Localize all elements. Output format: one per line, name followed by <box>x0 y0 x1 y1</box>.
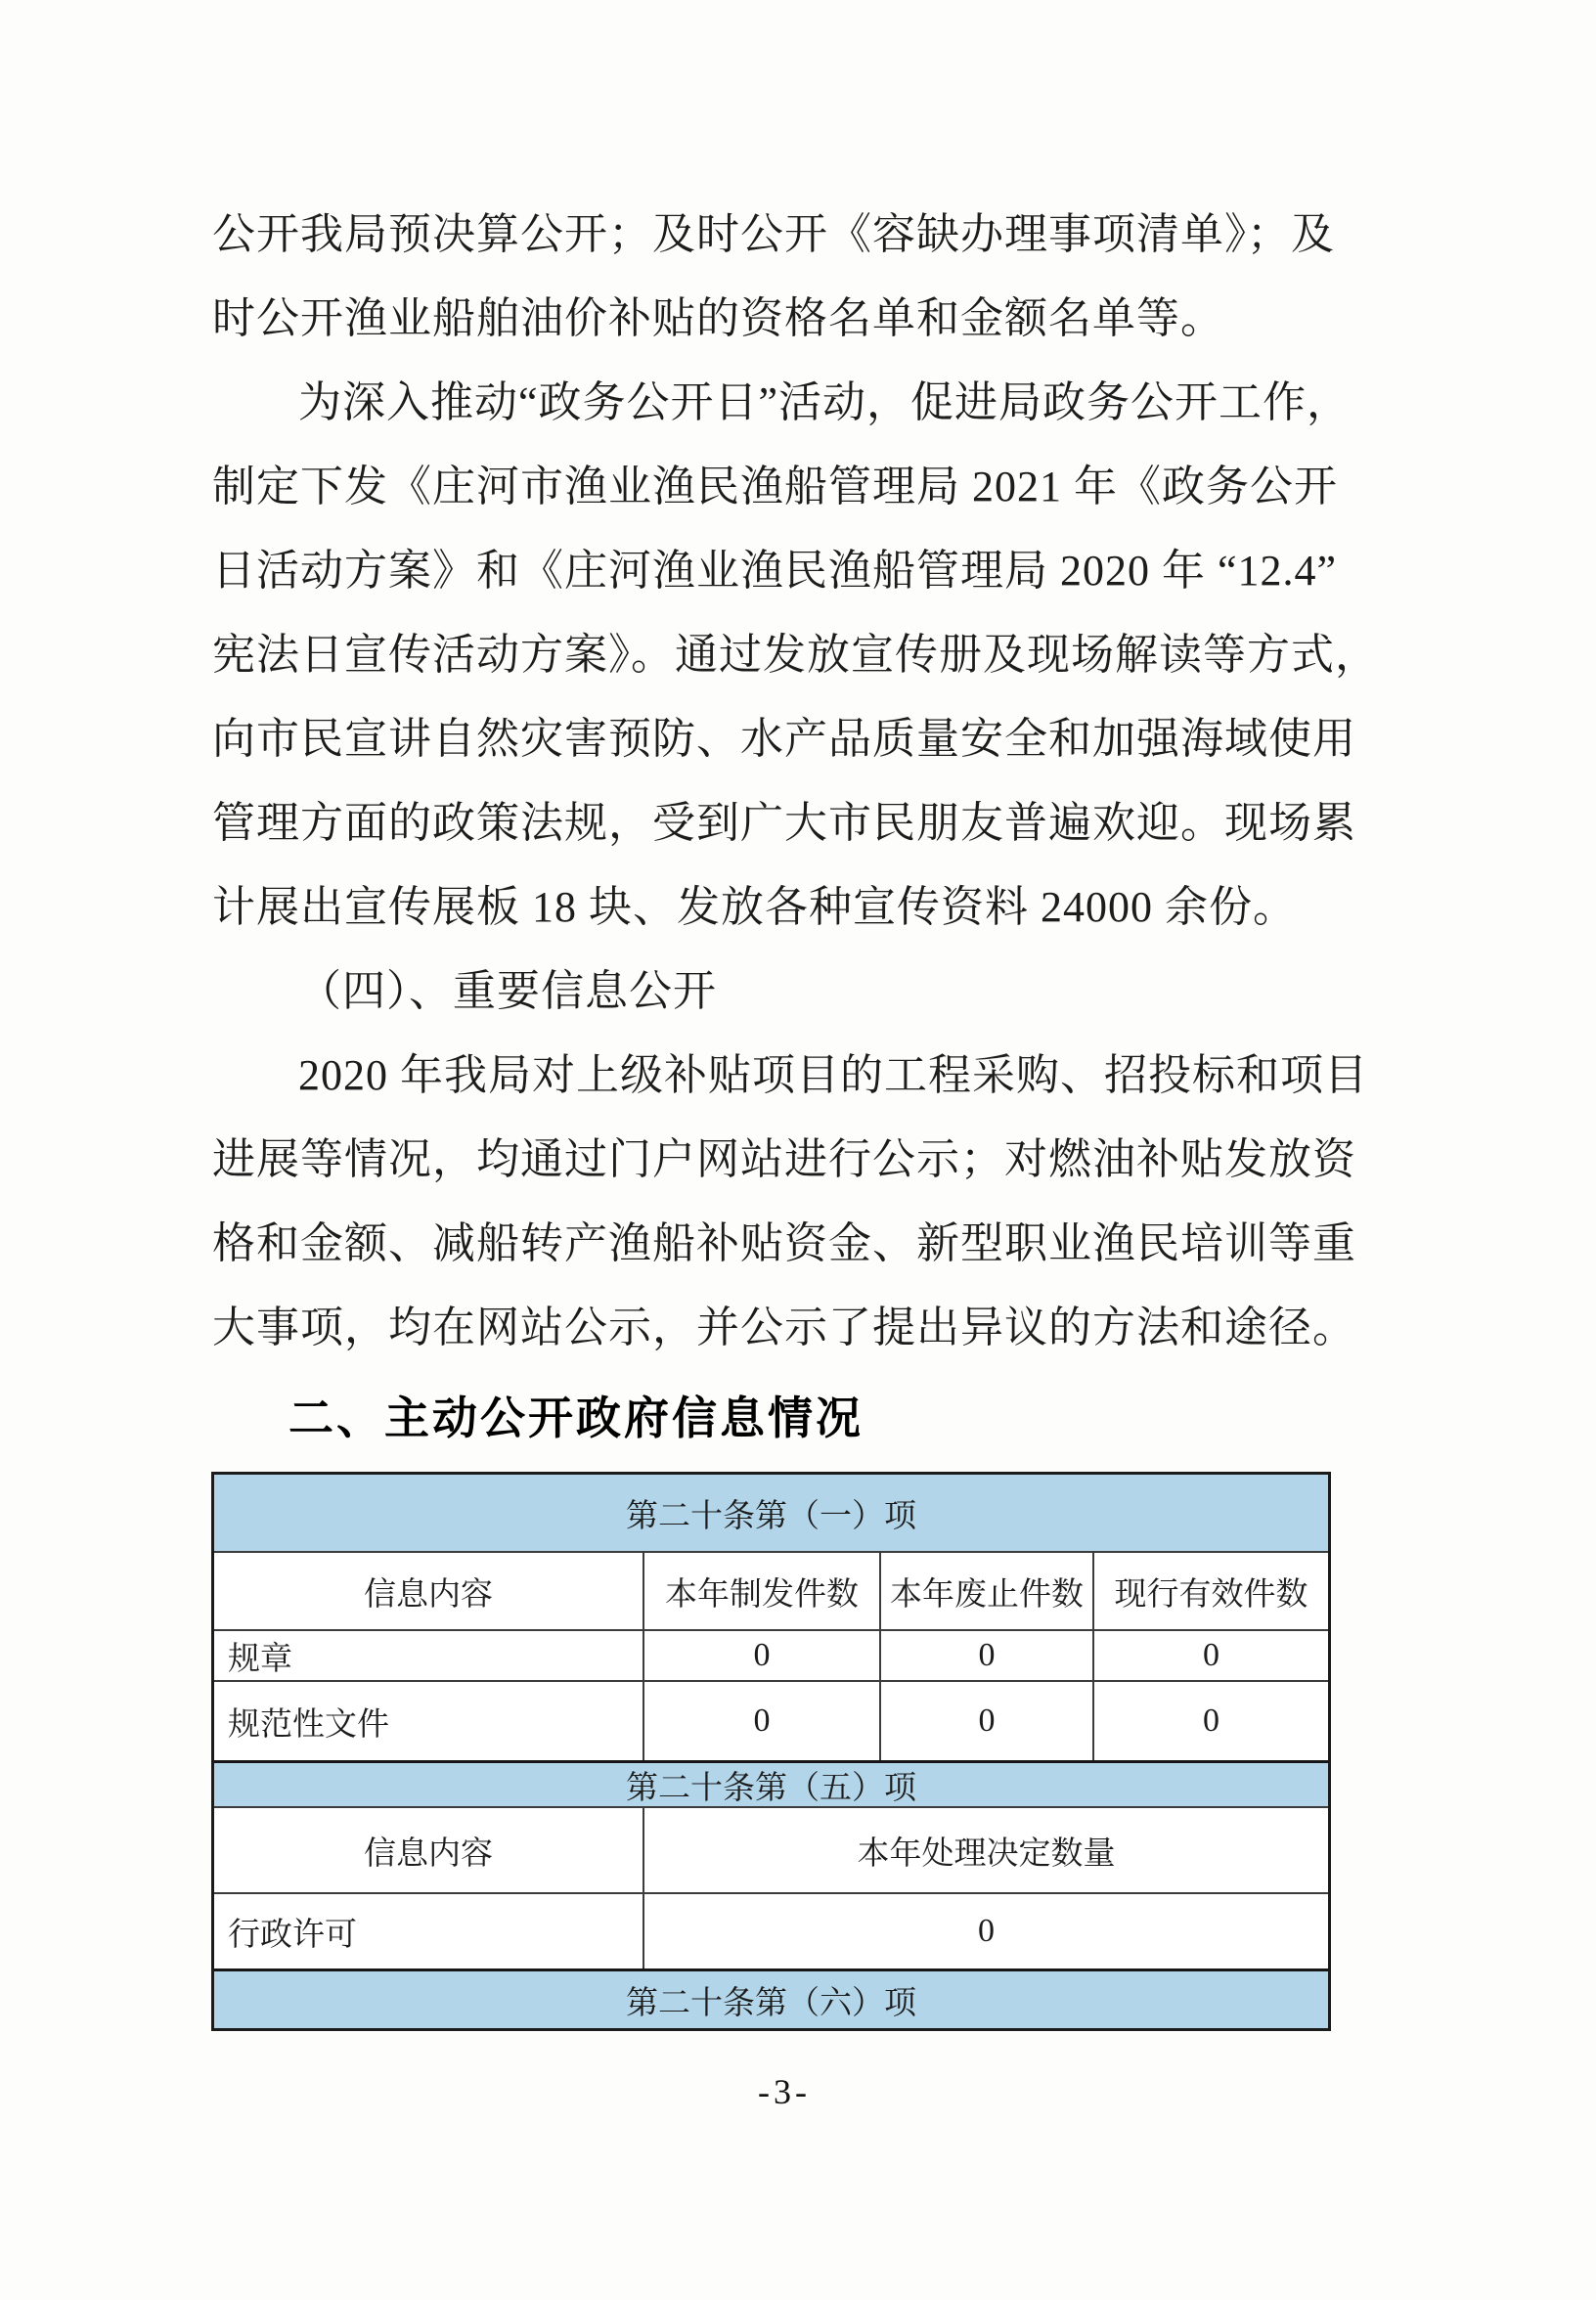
body-line: 宪法日宣传活动方案》。通过发放宣传册及现场解读等方式， <box>212 631 1379 679</box>
column-header: 本年废止件数 <box>879 1553 1092 1629</box>
table-header-row <box>214 1551 1328 1629</box>
cell-value: 0 <box>643 1894 1328 1968</box>
cell-value: 0 <box>879 1682 1092 1760</box>
body-line: 进展等情况，均通过门户网站进行公示；对燃油补贴发放资 <box>212 1135 1356 1183</box>
column-header: 现行有效件数 <box>1092 1553 1328 1629</box>
table-row <box>214 1680 1328 1760</box>
body-line: 格和金额、减船转产渔船补贴资金、新型职业渔民培训等重 <box>212 1219 1356 1267</box>
cell-value: 0 <box>643 1682 879 1760</box>
page-number: -3- <box>758 2072 811 2111</box>
body-line: 向市民宣讲自然灾害预防、水产品质量安全和加强海域使用 <box>212 715 1356 763</box>
body-line: 时公开渔业船舶油价补贴的资格名单和金额名单等。 <box>212 294 1224 342</box>
table-row <box>214 1629 1328 1680</box>
cell-value: 0 <box>1092 1631 1328 1680</box>
band-title: 第二十条第（五）项 <box>626 1770 916 1806</box>
section-heading: 二、主动公开政府信息情况 <box>288 1393 864 1443</box>
body-line: （四）、重要信息公开 <box>298 967 717 1015</box>
table-band-row <box>214 1475 1328 1551</box>
table-header-row <box>214 1806 1328 1892</box>
table-row <box>214 1892 1328 1968</box>
table-band-row <box>214 1760 1328 1806</box>
column-header: 本年制发件数 <box>643 1553 879 1629</box>
body-line: 2020 年我局对上级补贴项目的工程采购、招投标和项目 <box>298 1051 1368 1099</box>
body-line: 管理方面的政策法规，受到广大市民朋友普遍欢迎。现场累 <box>212 799 1356 847</box>
body-line: 日活动方案》和《庄河渔业渔民渔船管理局 2020 年 “12.4” <box>212 547 1338 595</box>
band-title: 第二十条第（六）项 <box>626 1985 916 2021</box>
column-header: 本年处理决定数量 <box>643 1808 1328 1892</box>
band-title: 第二十条第（一）项 <box>626 1498 916 1534</box>
body-line: 大事项，均在网站公示，并公示了提出异议的方法和途径。 <box>212 1304 1356 1351</box>
row-label: 规范性文件 <box>228 1706 389 1743</box>
body-line: 计展出宣传展板 18 块、发放各种宣传资料 24000 余份。 <box>212 883 1297 931</box>
disclosure-table <box>211 1472 1331 2031</box>
column-header: 信息内容 <box>364 1836 493 1872</box>
cell-value: 0 <box>643 1631 879 1680</box>
body-text <box>212 193 1379 1370</box>
row-label: 行政许可 <box>228 1917 357 1953</box>
table-band-row <box>214 1968 1328 2028</box>
row-label: 规章 <box>228 1641 292 1677</box>
cell-value: 0 <box>1092 1682 1328 1760</box>
column-header: 信息内容 <box>364 1576 493 1613</box>
body-line: 制定下发《庄河市渔业渔民渔船管理局 2021 年《政务公开 <box>212 463 1338 510</box>
cell-value: 0 <box>879 1631 1092 1680</box>
body-line: 公开我局预决算公开；及时公开《容缺办理事项清单》；及 <box>212 210 1335 258</box>
body-line: 为深入推动“政务公开日”活动，促进局政务公开工作， <box>298 378 1352 426</box>
